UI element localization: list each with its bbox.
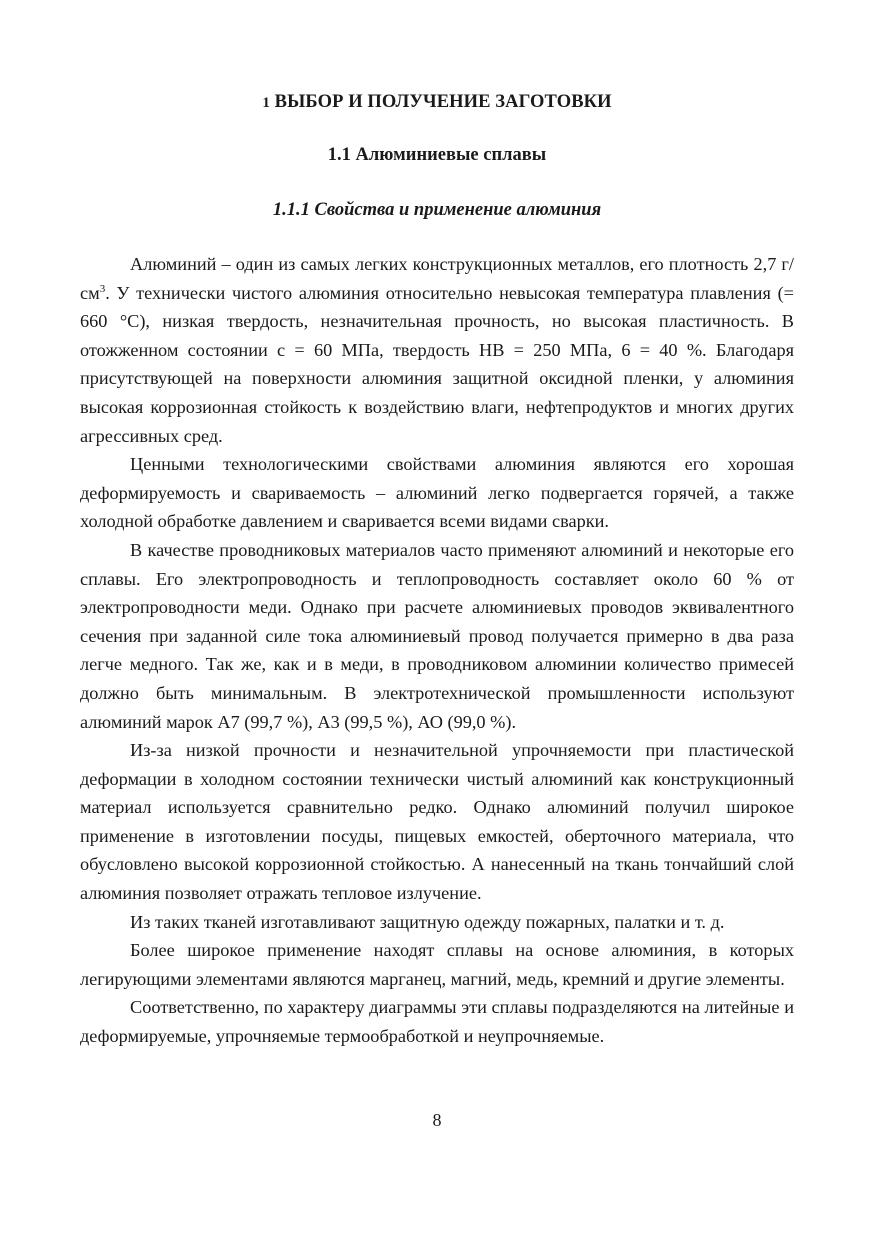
section-title: 1.1 Алюминиевые сплавы <box>327 145 547 165</box>
chapter-title-text: ВЫБОР И ПОЛУЧЕНИЕ ЗАГОТОВКИ <box>274 92 612 112</box>
paragraph-2: Ценными технологическими свойствами алюминия являются его хорошая деформируемость и свариваемость – алюминий легко подвергается горячей, а также холодной обработке давлением и сваривается всеми видами сварки. <box>80 454 794 532</box>
chapter-title <box>80 90 794 115</box>
chapter-number: 1 <box>262 95 270 111</box>
paragraph-4: Из-за низкой прочности и незначительной упрочняемости при пластической деформации в холодном состоянии технически чистый алюминий как конструкционный материал используется сравнительно редко. Однако алюминий получил широкое применение в изготовлении посуды, пищевых емкостей, оберточного материала, что обусловлено высокой коррозионной стойкостью. А нанесенный на ткань тончайший слой алюминия позволяет отражать тепловое излучение. <box>80 740 794 904</box>
paragraph-7: Соответственно, по характеру диаграммы эти сплавы подразделяются на литейные и деформируемые, упрочняемые термообработкой и неупрочняемые. <box>80 997 794 1047</box>
paragraph-1-text-a: Алюминий – один из самых легких конструкционных металлов, его плотность 2,7 г/см <box>80 254 794 303</box>
body-text <box>80 250 794 1051</box>
paragraph-3: В качестве проводниковых материалов часто применяют алюминий и некоторые его сплавы. Его электропроводность и теплопроводность составляет около 60 % от электропроводности меди. Однако при расчете алюминиевых проводов эквивалентного сечения при заданной силе тока алюминиевый провод получается примерно в два раза легче медного. Так же, как и в меди, в проводниковом алюминии количество примесей должно быть минимальным. В электротехнической промышленности используют алюминий марок А7 (99,7 %), А3 (99,5 %), АО (99,0 %). <box>80 539 794 732</box>
superscript-cube: 3 <box>99 282 106 295</box>
paragraph-6: Более широкое применение находят сплавы на основе алюминия, в которых легирующими элементами являются марганец, магний, медь, кремний и другие элементы. <box>80 940 794 989</box>
subsection-title: 1.1.1 Свойства и применение алюминия <box>272 200 602 220</box>
paragraph-1 <box>80 250 794 450</box>
paragraph-1-text-b: . У технически чистого алюминия относительно невысокая температура плавления (= 660 °С), низкая твердость, незначительная прочность, но высокая пластичность. В отожженном состоянии с = 60 МПа, твердость НВ = 250 МПа, 6 = 40 %. Благодаря присутствующей на поверхности алюминия защитной оксидной пленки, у алюминия высокая коррозионная стойкость к воздействию влаги, нефтепродуктов и многих других агрессивных сред. <box>80 282 794 446</box>
paragraph-5: Из таких тканей изготавливают защитную одежду пожарных, палатки и т. д. <box>130 911 725 932</box>
page-number: 8 <box>432 1110 442 1130</box>
